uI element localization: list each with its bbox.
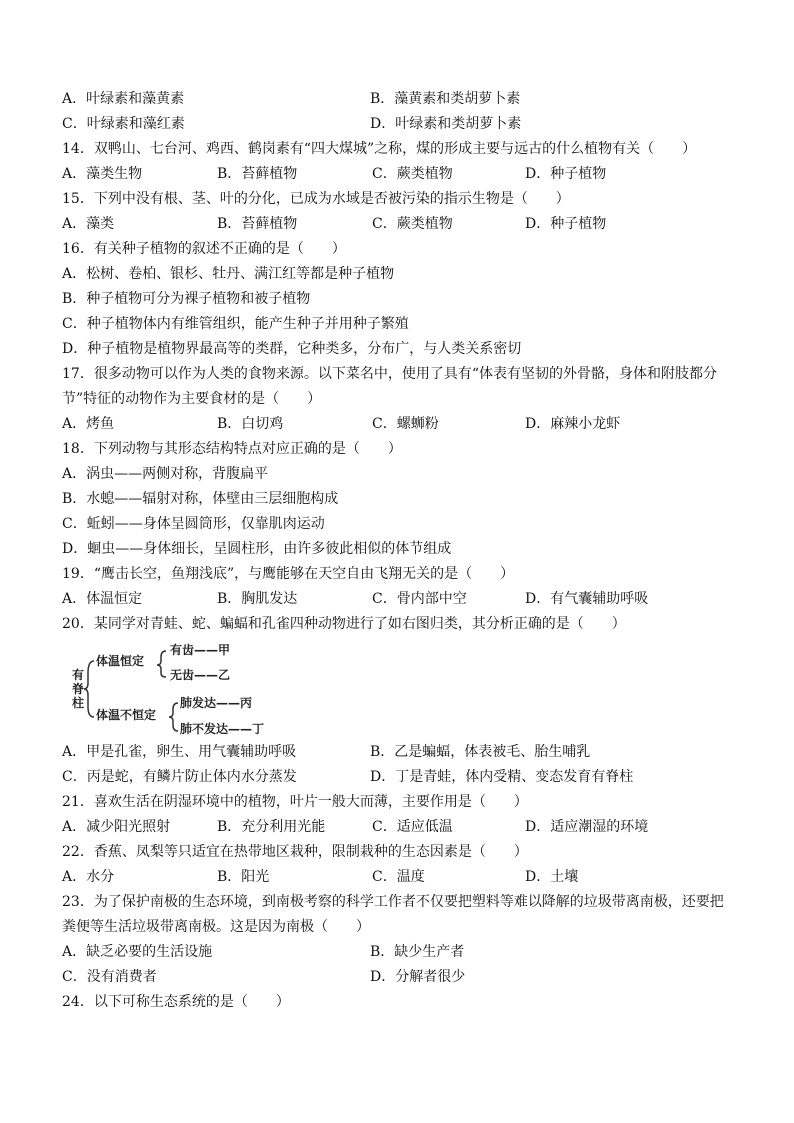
- diagram-cold-brace: [169, 703, 178, 731]
- q23-stem-1: 23．为了保护南极的生态环境，到南极考察的科学工作者不仅要把塑料等难以降解的垃圾带离南极，还要把: [62, 894, 724, 910]
- q14-option-d: D．种子植物: [525, 166, 607, 182]
- q15-option-d: D．种子植物: [525, 216, 607, 232]
- q20-stem-line: [0, 612, 794, 637]
- q14-options: [0, 162, 794, 187]
- q21-option-c: C．适应低温: [372, 819, 453, 835]
- q21-option-d: D．适应潮湿的环境: [525, 819, 649, 835]
- q18-option-b-line: [0, 487, 794, 512]
- q17-option-b: B．白切鸡: [217, 416, 284, 432]
- q21-options: [0, 815, 794, 840]
- q16-option-d: D．种子植物是植物界最高等的类群，它种类多，分布广，与人类关系密切: [62, 341, 522, 357]
- q18-option-b: B．水螅——辐射对称，体壁由三层细胞构成: [62, 491, 339, 507]
- q20-option-c: C．丙是蛇，有鳞片防止体内水分蒸发: [62, 769, 297, 785]
- q16-stem-line: [0, 237, 794, 262]
- diagram-teeth: 有齿——甲: [170, 643, 231, 657]
- q18-option-c: C．蚯蚓——身体呈圆筒形，仅靠肌肉运动: [62, 516, 325, 532]
- q17-stem-line2: [0, 387, 794, 412]
- diagram-root-char-2: 脊: [72, 682, 85, 696]
- q19-option-d: D．有气囊辅助呼吸: [525, 591, 649, 607]
- q23-option-c: C．没有消费者: [62, 969, 157, 985]
- diagram-lung-undev: 肺不发达——丁: [180, 722, 265, 736]
- q13-option-a: A．叶绿素和藻黄素: [62, 91, 185, 107]
- q15-options: [0, 212, 794, 237]
- q18-option-a-line: [0, 462, 794, 487]
- q14-stem: 14．双鸭山、七台河、鸡西、鹤岗素有“四大煤城”之称，煤的形成主要与远古的什么植物有关（ ）: [62, 141, 697, 157]
- q17-stem-line1: [0, 362, 794, 387]
- q24-stem-line: [0, 990, 794, 1015]
- q23-stem-2: 粪便等生活垃圾带离南极。这是因为南极（ ）: [62, 919, 370, 935]
- q23-option-b: B．缺少生产者: [370, 944, 465, 960]
- q18-option-c-line: [0, 512, 794, 537]
- q15-option-c: C．蕨类植物: [372, 216, 453, 232]
- q19-options: [0, 587, 794, 612]
- q22-options: [0, 865, 794, 890]
- q22-stem-line: [0, 840, 794, 865]
- q18-option-a: A．涡虫——两侧对称，背腹扁平: [62, 466, 269, 482]
- diagram-cold: 体温不恒定: [96, 708, 157, 722]
- q18-option-d-line: [0, 537, 794, 562]
- q21-option-b: B．充分利用光能: [217, 819, 326, 835]
- q17-stem-2: 节”特征的动物作为主要食材的是（ ）: [62, 391, 322, 407]
- q19-stem: 19．“鹰击长空，鱼翔浅底”，与鹰能够在天空自由飞翔无关的是（ ）: [62, 566, 515, 582]
- q23-option-d: D．分解者很少: [370, 969, 466, 985]
- q14-option-a: A．藻类生物: [62, 166, 143, 182]
- q21-stem: 21．喜欢生活在阴湿环境中的植物，叶片一般大而薄，主要作用是（ ）: [62, 794, 528, 810]
- q14-stem-line: [0, 137, 794, 162]
- q13-option-b: B．藻黄素和类胡萝卜素: [370, 91, 521, 107]
- q16-option-a: A．松树、卷柏、银杉、牡丹、满江红等都是种子植物: [62, 266, 395, 282]
- q15-option-a: A．藻类: [62, 216, 115, 232]
- q19-stem-line: [0, 562, 794, 587]
- diagram-root-char-1: 有: [72, 668, 85, 682]
- diagram-warm-brace: [157, 651, 166, 677]
- q23-option-a: A．缺乏必要的生活设施: [62, 944, 213, 960]
- q17-option-c: C．螺蛳粉: [372, 416, 439, 432]
- q22-option-d: D．土壤: [525, 869, 579, 885]
- q20-stem: 20．某同学对青蛙、蛇、蝙蝠和孔雀四种动物进行了如右图归类，其分析正确的是（ ）: [62, 616, 626, 632]
- diagram-lung-dev: 肺发达——丙: [180, 696, 253, 710]
- q18-option-d: D．蛔虫——身体细长，呈圆柱形，由许多彼此相似的体节组成: [62, 541, 452, 557]
- q24-stem: 24．以下可称生态系统的是（ ）: [62, 994, 290, 1010]
- q15-stem-line: [0, 187, 794, 212]
- q19-option-c: C．骨内部中空: [372, 591, 467, 607]
- q17-option-d: D．麻辣小龙虾: [525, 416, 621, 432]
- q23-options-row1: [0, 940, 794, 965]
- q22-option-a: A．水分: [62, 869, 115, 885]
- q14-option-c: C．蕨类植物: [372, 166, 453, 182]
- q22-option-b: B．阳光: [217, 869, 270, 885]
- q16-option-c-line: [0, 312, 794, 337]
- q16-option-b: B．种子植物可分为裸子植物和被子植物: [62, 291, 311, 307]
- q16-option-a-line: [0, 262, 794, 287]
- diagram-warm: 体温恒定: [96, 654, 145, 668]
- q14-option-b: B．苔藓植物: [217, 166, 298, 182]
- q16-stem: 16．有关种子植物的叙述不正确的是（ ）: [62, 241, 346, 257]
- q16-option-c: C．种子植物体内有维管组织，能产生种子并用种子繁殖: [62, 316, 409, 332]
- q19-option-a: A．体温恒定: [62, 591, 143, 607]
- q18-stem: 18．下列动物与其形态结构特点对应正确的是（ ）: [62, 441, 402, 457]
- q20-options-row1: [0, 740, 794, 765]
- q22-stem: 22．香蕉、凤梨等只适宜在热带地区栽种，限制栽种的生态因素是（ ）: [62, 844, 528, 860]
- q17-stem-1: 17．很多动物可以作为人类的食物来源。以下菜名中，使用了具有“体表有坚韧的外骨骼，身体和附肢都分: [62, 366, 717, 382]
- q21-option-a: A．减少阳光照射: [62, 819, 171, 835]
- q20-classification-diagram: [70, 637, 275, 737]
- q16-option-d-line: [0, 337, 794, 362]
- diagram-root-char-3: 柱: [72, 696, 85, 710]
- q20-options-row2: [0, 765, 794, 790]
- q19-option-b: B．胸肌发达: [217, 591, 298, 607]
- q20-option-a: A．甲是孔雀，卵生、用气囊辅助呼吸: [62, 744, 297, 760]
- diagram-noteeth: 无齿——乙: [170, 668, 231, 682]
- q13-options-row1: [0, 87, 794, 112]
- q17-options: [0, 412, 794, 437]
- q23-stem-line2: [0, 915, 794, 940]
- q20-option-d: D．丁是青蛙，体内受精、变态发育有脊柱: [370, 769, 634, 785]
- q15-stem: 15．下列中没有根、茎、叶的分化，已成为水域是否被污染的指示生物是（ ）: [62, 191, 570, 207]
- q13-option-d: D．叶绿素和类胡萝卜素: [370, 116, 522, 132]
- q15-option-b: B．苔藓植物: [217, 216, 298, 232]
- q21-stem-line: [0, 790, 794, 815]
- q23-stem-line1: [0, 890, 794, 915]
- q17-option-a: A．烤鱼: [62, 416, 115, 432]
- q20-option-b: B．乙是蝙蝠，体表被毛、胎生哺乳: [370, 744, 591, 760]
- q13-options-row2: [0, 112, 794, 137]
- q13-option-c: C．叶绿素和藻红素: [62, 116, 185, 132]
- diagram-root-brace: [84, 661, 94, 717]
- q23-options-row2: [0, 965, 794, 990]
- q18-stem-line: [0, 437, 794, 462]
- q22-option-c: C．温度: [372, 869, 425, 885]
- q16-option-b-line: [0, 287, 794, 312]
